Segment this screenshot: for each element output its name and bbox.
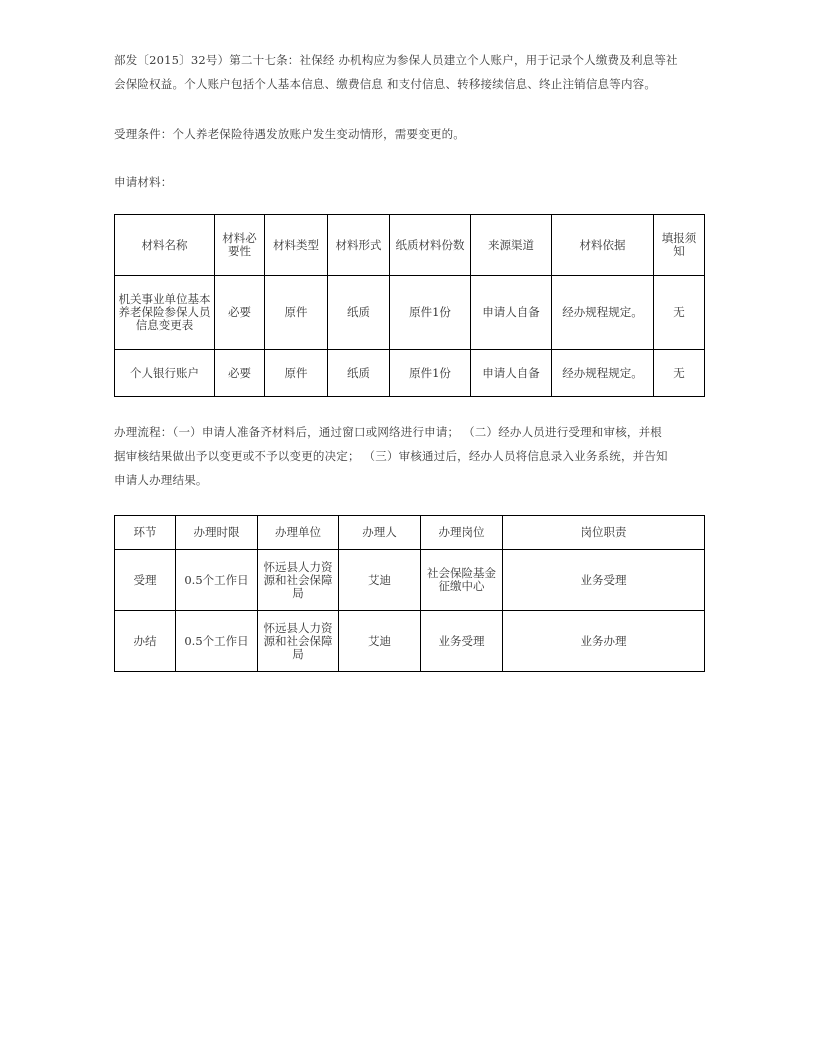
- header-cell: 办理岗位: [421, 516, 503, 550]
- table-row: [115, 611, 705, 672]
- table-cell: 无: [654, 350, 705, 397]
- table-cell: 怀远县人力资源和社会保障局: [258, 550, 339, 611]
- process-line-2: 据审核结果做出予以变更或不予以变更的决定； （三）审核通过后，经办人员将信息录入业务系统，并告知: [114, 449, 668, 463]
- header-cell: 岗位职责: [503, 516, 705, 550]
- table-cell: 0.5个工作日: [176, 550, 258, 611]
- table-cell: 社会保险基金征缴中心: [421, 550, 503, 611]
- materials-label: 申请材料：: [114, 175, 173, 189]
- table-cell: 必要: [215, 350, 265, 397]
- header-cell: 材料形式: [328, 215, 390, 276]
- table-cell: 0.5个工作日: [176, 611, 258, 672]
- table-cell: 原件: [265, 350, 328, 397]
- table-cell: 机关事业单位基本养老保险参保人员信息变更表: [115, 276, 215, 350]
- header-cell: 填报须知: [654, 215, 705, 276]
- table-cell: 原件1份: [390, 276, 471, 350]
- table-row: [115, 550, 705, 611]
- table-cell: 经办规程规定。: [552, 350, 654, 397]
- table-cell: 申请人自备: [471, 276, 552, 350]
- process-line-1: 办理流程：（一）申请人准备齐材料后，通过窗口或网络进行申请； （二）经办人员进行受理和审核，并根: [114, 425, 662, 439]
- table-cell: 无: [654, 276, 705, 350]
- materials-header-row: [115, 215, 705, 276]
- steps-table: [114, 515, 705, 672]
- intro-paragraph: [114, 48, 704, 96]
- header-cell: 纸质材料份数: [390, 215, 471, 276]
- header-cell: 办理时限: [176, 516, 258, 550]
- table-row: [115, 276, 705, 350]
- table-cell: 纸质: [328, 350, 390, 397]
- table-cell: 必要: [215, 276, 265, 350]
- header-cell: 材料依据: [552, 215, 654, 276]
- table-cell: 个人银行账户: [115, 350, 215, 397]
- table-cell: 原件1份: [390, 350, 471, 397]
- intro-line-2: 会保险权益。个人账户包括个人基本信息、缴费信息 和支付信息、转移接续信息、终止注销信息等内容。: [114, 77, 657, 91]
- header-cell: 办理单位: [258, 516, 339, 550]
- process-paragraph: [114, 420, 704, 492]
- intro-line-1: 部发〔2015〕32号）第二十七条：社保经 办机构应为参保人员建立个人账户，用于记录个人缴费及利息等社: [114, 53, 678, 67]
- table-cell: 怀远县人力资源和社会保障局: [258, 611, 339, 672]
- acceptance-condition: 受理条件：个人养老保险待遇发放账户发生变动情形，需要变更的。: [114, 127, 465, 141]
- table-row: [115, 350, 705, 397]
- header-cell: 环节: [115, 516, 176, 550]
- table-cell: 业务受理: [503, 550, 705, 611]
- table-cell: 受理: [115, 550, 176, 611]
- table-cell: 业务受理: [421, 611, 503, 672]
- header-cell: 来源渠道: [471, 215, 552, 276]
- table-cell: 办结: [115, 611, 176, 672]
- materials-table: [114, 214, 705, 397]
- header-cell: 材料类型: [265, 215, 328, 276]
- table-cell: 业务办理: [503, 611, 705, 672]
- table-cell: 纸质: [328, 276, 390, 350]
- process-line-3: 申请人办理结果。: [114, 473, 208, 487]
- table-cell: 经办规程规定。: [552, 276, 654, 350]
- table-cell: 艾迪: [339, 611, 421, 672]
- header-cell: 办理人: [339, 516, 421, 550]
- steps-header-row: [115, 516, 705, 550]
- header-cell: 材料必要性: [215, 215, 265, 276]
- table-cell: 艾迪: [339, 550, 421, 611]
- table-cell: 申请人自备: [471, 350, 552, 397]
- table-cell: 原件: [265, 276, 328, 350]
- header-cell: 材料名称: [115, 215, 215, 276]
